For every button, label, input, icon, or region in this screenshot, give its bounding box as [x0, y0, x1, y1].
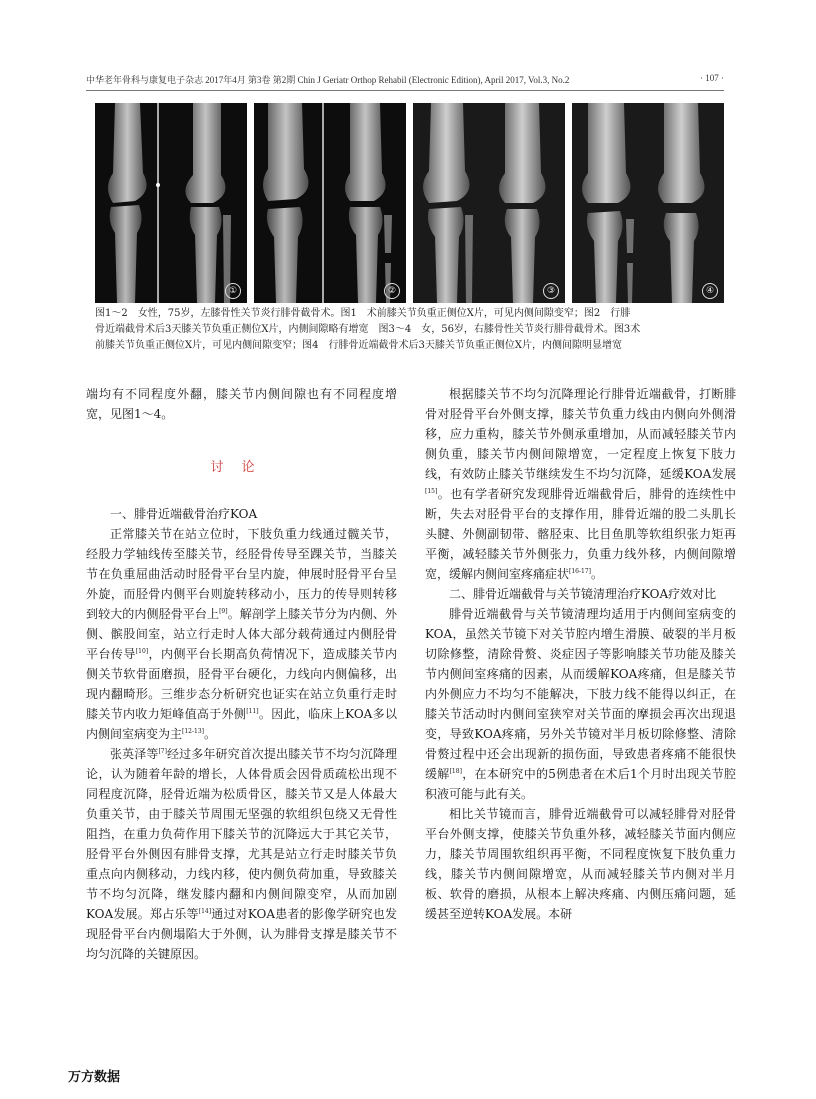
right-column: [425, 384, 736, 924]
journal-citation: 中华老年骨科与康复电子杂志 2017年4月 第3卷 第2期 Chin J Geriatr Orthop Rehabil (Electronic Edition), April 2017, Vol.3, No.2: [86, 75, 570, 85]
body-paragraph: 张英泽等[7]经过多年研究首次提出膝关节不均匀沉降理论，认为随着年龄的增长，人体骨质会因骨质疏松出现不同程度沉降，胫骨近端为松质骨区，膝关节又是人体最大负重关节，由于膝关节周围无坚强的软组织包绕又无骨性阻挡，在重力负荷作用下膝关节的沉降远大于其它关节，胫骨平台外侧因有腓骨支撑，尤其是站立行走时膝关节负重点向内侧移动，力线内移，使内侧负荷加重，导致膝关节不均匀沉降，继发膝内翻和内侧间隙变窄，从而加剧KOA发展。郑占乐等[14]通过对KOA患者的影像学研究也发现胫骨平台内侧塌陷大于外侧，认为腓骨支撑是膝关节不均匀沉降的关键原因。: [86, 747, 397, 961]
caption-line: 骨近端截骨术后3天膝关节负重正侧位X片，内侧间隙略有增宽 图3～4 女，56岁，右膝骨性关节炎行腓骨截骨术。图3术: [95, 324, 641, 335]
body-paragraph: 正常膝关节在站立位时，下肢负重力线通过髋关节，经股力学轴线传至膝关节，经胫骨传导至踝关节，当膝关节在负重屈曲活动时胫骨平台呈内旋，伸展时胫骨平台呈外旋，而胫骨内侧平台则旋转移动小，压力的传导则转移到较大的内侧胫骨平台上[9]。解剖学上膝关节分为内侧、外侧、髌股间室，站立行走时人体大部分载荷通过内侧胫骨平台传导[10]，内侧平台长期高负荷情况下，造成膝关节内侧关节软骨面磨损，胫骨平台硬化，力线向内侧偏移，出现内翻畸形。三维步态分析研究也证实在站立负重行走时膝关节内收力矩峰值高于外侧[11]。因此，临床上KOA多以内侧间室病变为主[12-13]。: [86, 527, 397, 741]
caption-line: 图1～2 女性，75岁，左膝骨性关节炎行腓骨截骨术。图1 术前膝关节负重正侧位X片，可见内侧间隙变窄；图2 行腓: [95, 308, 631, 319]
figure-caption: [95, 306, 733, 354]
citation: [16-17]: [569, 568, 591, 575]
citation: [14]: [198, 908, 212, 915]
left-column: [86, 384, 397, 964]
body-paragraph: 腓骨近端截骨与关节镜清理均适用于内侧间室病变的KOA，虽然关节镜下对关节腔内增生滑膜、破裂的半月板切除修整，清除骨赘、炎症因子等影响膝关节功能及膝关节内侧间室疼痛的因素，从而缓解KOA疼痛，但是膝关节内外侧应力不均匀不能解决，下肢力线不能得以纠正，在膝关节活动时内侧间室狭窄对关节面的摩损会再次出现退变，导致KOA疼痛，另外关节镜对半月板切除修整、清除骨赘过程中还会出现新的损伤面，导致患者疼痛不能很快缓解[18]，在本研究中的5例患者在术后1个月时出现关节腔积液可能与此有关。: [425, 607, 736, 801]
xray-figure-2: [254, 103, 406, 303]
subsection-heading: 一、腓骨近端截骨治疗KOA: [110, 507, 258, 521]
intro-paragraph: 端均有不同程度外翻，膝关节内侧间隙也有不同程度增宽，见图1～4。: [86, 387, 397, 421]
subsection-heading: 二、腓骨近端截骨与关节镜清理治疗KOA疗效对比: [449, 587, 717, 601]
body-paragraph: 相比关节镜而言，腓骨近端截骨可以减轻腓骨对胫骨平台外侧支撑，使膝关节负重外移，减轻膝关节面内侧应力，膝关节周围软组织再平衡，不同程度恢复下肢负重力线，膝关节内侧间隙增宽，从而减轻膝关节内侧对半月板、软骨的磨损，从根本上解决疼痛、内侧压痛问题，延缓甚至逆转KOA发展。本研: [425, 807, 736, 921]
figure-number-badge: ①: [225, 283, 241, 299]
xray-figure-4: [572, 103, 724, 303]
xray-figure-1: [95, 103, 247, 303]
running-header: [86, 73, 724, 87]
body-paragraph: 根据膝关节不均匀沉降理论行腓骨近端截骨，打断腓骨对胫骨平台外侧支撑，膝关节负重力线由内侧向外侧滑移，应力重构，膝关节外侧承重增加，从而减轻膝关节内侧负重，膝关节内侧间隙增宽，一定程度上恢复下肢力线，有效防止膝关节继续发生不均匀沉降，延缓KOA发展[15]。也有学者研究发现腓骨近端截骨后，腓骨的连续性中断，失去对胫骨平台的支撑作用，腓骨近端的股二头肌长头腱、外侧副韧带、髂胫束、比目鱼肌等软组织张力矩再平衡，减轻膝关节外侧张力，负重力线外移，内侧间隙增宽，缓解内侧间室疼痛症状[16-17]。: [425, 387, 736, 581]
header-rule: [86, 90, 724, 91]
citation: [18]: [449, 768, 462, 775]
caption-line: 前膝关节负重正侧位X片，可见内侧间隙变窄；图4 行腓骨近端截骨术后3天膝关节负重正侧位X片，内侧间隙明显增宽: [95, 340, 622, 351]
page-number: · 107 ·: [700, 73, 724, 83]
figure-number-badge: ④: [702, 283, 718, 299]
citation: [11]: [246, 708, 259, 715]
citation: [10]: [135, 648, 149, 655]
citation: [15]: [425, 488, 438, 495]
watermark: 万方数据: [68, 1070, 121, 1085]
citation: [7]: [158, 748, 167, 755]
figure-number-badge: ②: [384, 283, 400, 299]
citation: [9]: [219, 608, 228, 615]
xray-figure-3: [413, 103, 565, 303]
citation: [12-13]: [182, 728, 204, 735]
figure-panel: [95, 103, 733, 303]
figure-number-badge: ③: [543, 283, 559, 299]
section-title: 讨论: [210, 460, 273, 475]
